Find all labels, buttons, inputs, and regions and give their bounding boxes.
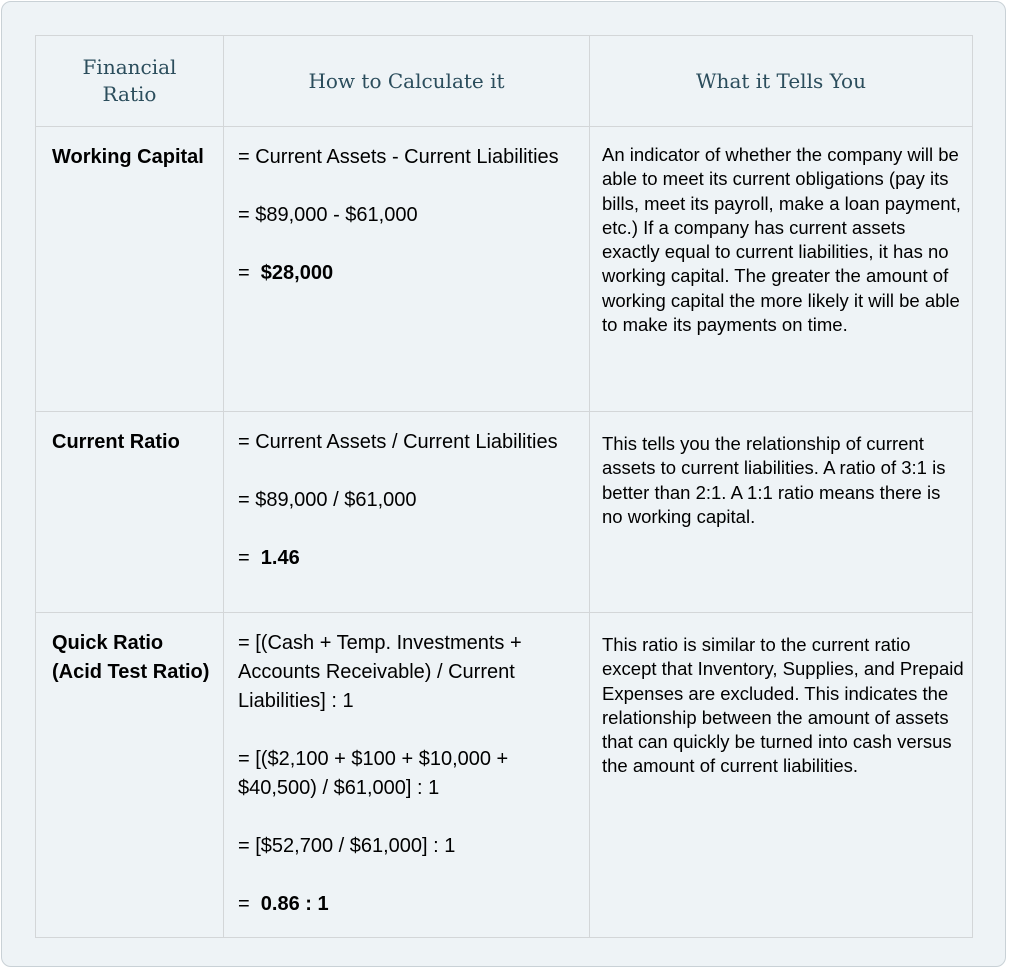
header-what-it-tells: What it Tells You: [590, 36, 973, 127]
ratio-name: Current Ratio: [36, 412, 224, 613]
explanation: This ratio is similar to the current ratio except that Inventory, Supplies, and Prepaid Expenses are excluded. This indicates the relationship between the amount of assets that can quickly be turned into cash versus the amount of current liabilities.: [590, 613, 973, 938]
ratio-name: Working Capital: [36, 127, 224, 412]
header-how-to-calculate: How to Calculate it: [224, 36, 590, 127]
explanation: This tells you the relationship of current assets to current liabilities. A ratio of 3:1 is better than 2:1. A 1:1 ratio means there is no working capital.: [590, 412, 973, 613]
result-value: $28,000: [260, 262, 334, 284]
result-line: [238, 890, 577, 919]
substitution: = [($2,100 + $100 + $10,000 + $40,500) / $61,000] : 1: [238, 748, 509, 799]
result-line: [238, 544, 577, 573]
header-row: [36, 36, 973, 127]
result-prefix: =: [238, 893, 261, 915]
table-row: [36, 412, 973, 613]
calculation-cell: [224, 412, 590, 613]
header-ratio-line1: Financial: [82, 55, 177, 79]
table-row: [36, 613, 973, 938]
calculation-cell: [224, 127, 590, 412]
calculation-cell: [224, 613, 590, 938]
header-financial-ratio: [36, 36, 224, 127]
result-prefix: =: [238, 547, 261, 569]
substitution: = $89,000 - $61,000: [238, 204, 418, 226]
table-row: [36, 127, 973, 412]
ratio-name: Quick Ratio (Acid Test Ratio): [36, 613, 224, 938]
header-ratio-line2: Ratio: [102, 82, 157, 106]
substitution: = $89,000 / $61,000: [238, 489, 417, 511]
result-prefix: =: [238, 262, 261, 284]
result-line: [238, 259, 577, 288]
intermediate-step: = [$52,700 / $61,000] : 1: [238, 835, 456, 857]
financial-ratios-table: [35, 35, 973, 938]
formula: = [(Cash + Temp. Investments + Accounts Receivable) / Current Liabilities] : 1: [238, 632, 522, 712]
formula: = Current Assets - Current Liabilities: [238, 146, 559, 168]
result-value: 1.46: [260, 547, 300, 569]
formula: = Current Assets / Current Liabilities: [238, 431, 558, 453]
explanation: An indicator of whether the company will be able to meet its current obligations (pay its bills, meet its payroll, make a loan payment, etc.) If a company has current assets exactly equal to current liabilities, it has no working capital. The greater the amount of working capital the more likely it will be able to make its payments on time.: [590, 127, 973, 412]
result-value: 0.86 : 1: [260, 893, 329, 915]
